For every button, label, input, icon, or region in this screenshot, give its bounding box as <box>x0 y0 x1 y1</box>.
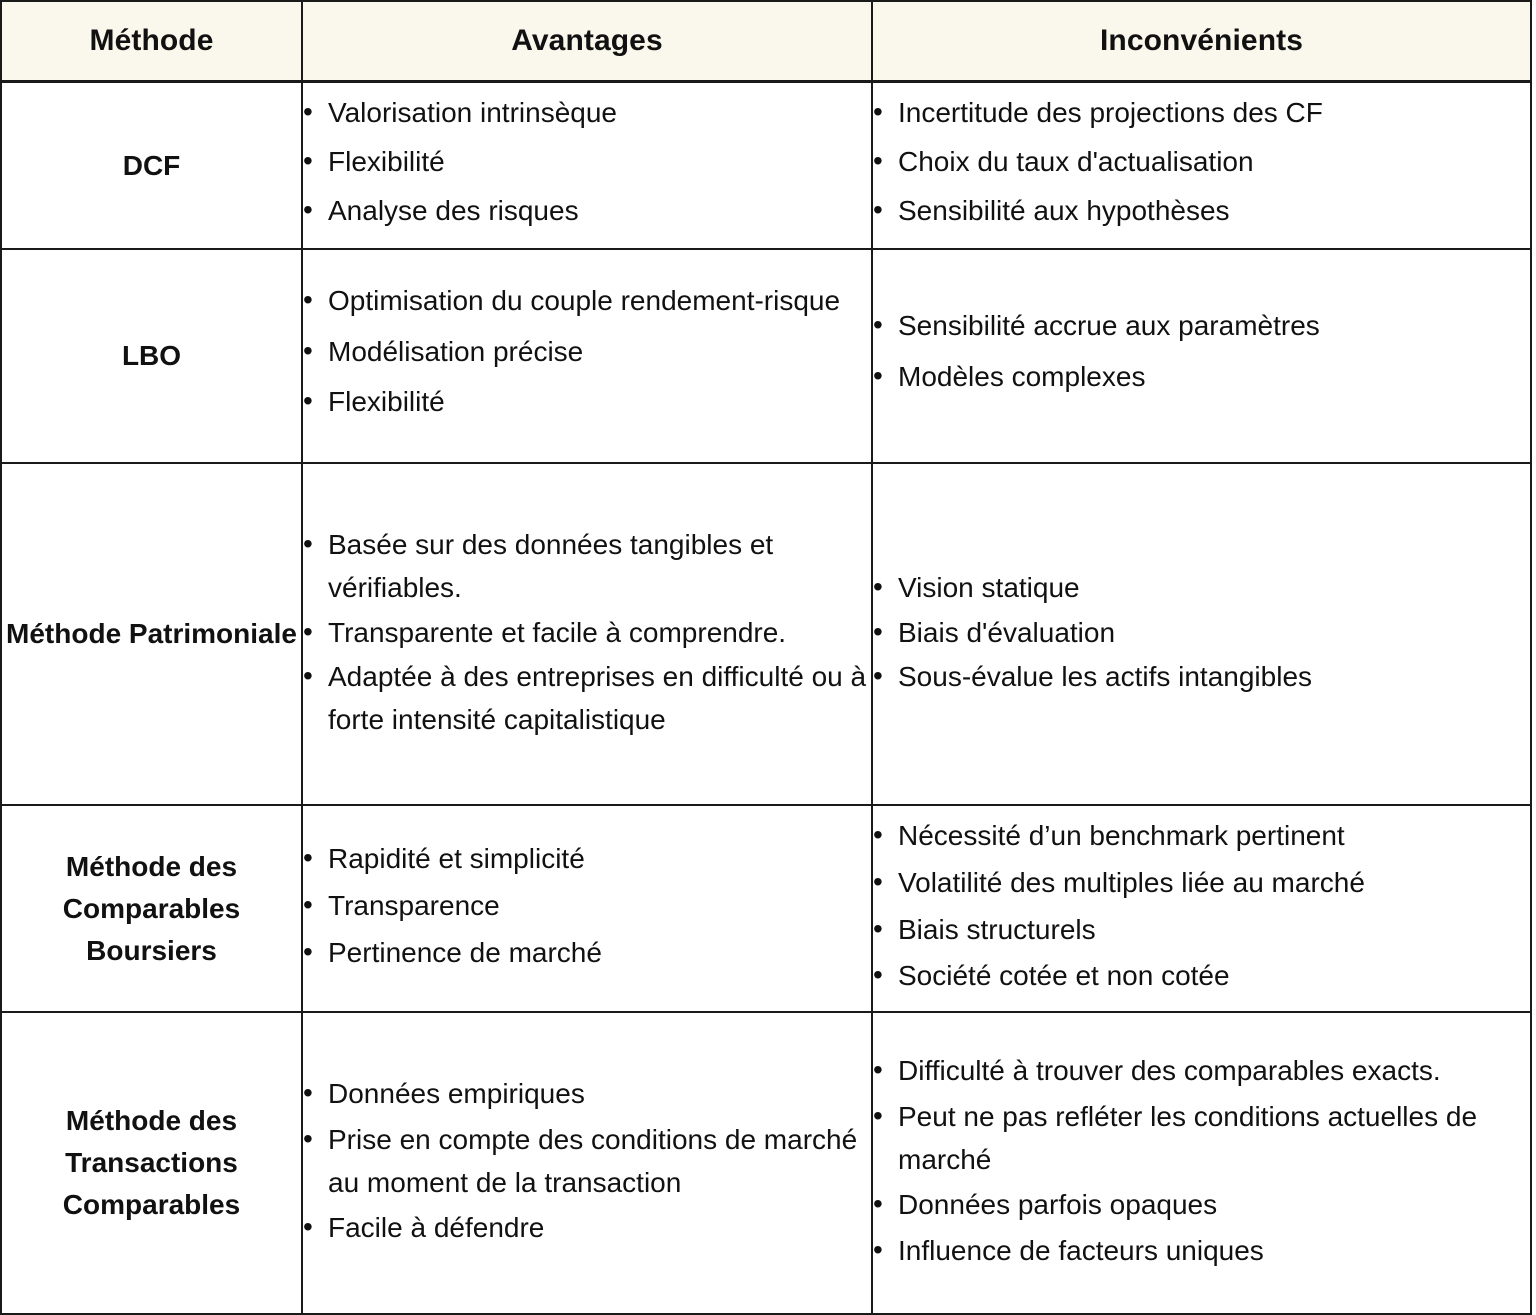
list-item: • Adaptée à des entreprises en difficulté ou à forte intensité capitalistique <box>303 656 871 742</box>
list-item: • Analyse des risques <box>303 190 871 233</box>
disadvantages-list <box>873 567 1530 699</box>
list-item: • Transparente et facile à comprendre. <box>303 612 871 655</box>
list-item: • Pertinence de marché <box>303 932 871 975</box>
advantages-cell <box>302 463 872 805</box>
list-item: • Sensibilité accrue aux paramètres <box>873 305 1530 348</box>
header-row <box>1 1 1531 82</box>
disadvantages-cell <box>872 1012 1531 1314</box>
advantages-list <box>303 1073 871 1250</box>
disadvantages-list <box>873 1050 1530 1273</box>
advantages-cell <box>302 1012 872 1314</box>
list-item: • Rapidité et simplicité <box>303 838 871 881</box>
list-item: • Vision statique <box>873 567 1530 610</box>
list-item: • Incertitude des projections des CF <box>873 92 1530 135</box>
disadvantages-cell <box>872 805 1531 1012</box>
advantages-list <box>303 838 871 974</box>
list-item: • Données empiriques <box>303 1073 871 1116</box>
advantages-cell <box>302 249 872 463</box>
list-item: • Flexibilité <box>303 381 871 424</box>
column-header-disadvantages: Inconvénients <box>872 1 1531 82</box>
disadvantages-cell <box>872 463 1531 805</box>
list-item: • Sensibilité aux hypothèses <box>873 190 1530 233</box>
method-name-cell: LBO <box>1 249 302 463</box>
table-row <box>1 805 1531 1012</box>
list-item: • Modèles complexes <box>873 356 1530 399</box>
advantages-list <box>303 524 871 742</box>
list-item: • Volatilité des multiples liée au marché <box>873 862 1530 905</box>
disadvantages-list <box>873 815 1530 998</box>
list-item: • Biais d'évaluation <box>873 612 1530 655</box>
method-name-cell: Méthode des Transactions Comparables <box>1 1012 302 1314</box>
disadvantages-list <box>873 305 1530 399</box>
list-item: • Peut ne pas refléter les conditions actuelles de marché <box>873 1096 1530 1182</box>
table-row <box>1 463 1531 805</box>
list-item: • Sous-évalue les actifs intangibles <box>873 656 1530 699</box>
list-item: • Influence de facteurs uniques <box>873 1230 1530 1273</box>
advantages-cell <box>302 82 872 250</box>
list-item: • Basée sur des données tangibles et vérifiables. <box>303 524 871 610</box>
column-header-advantages: Avantages <box>302 1 872 82</box>
list-item: • Flexibilité <box>303 141 871 184</box>
disadvantages-cell <box>872 82 1531 250</box>
disadvantages-list <box>873 92 1530 232</box>
list-item: • Données parfois opaques <box>873 1184 1530 1227</box>
method-name-cell: Méthode Patrimoniale <box>1 463 302 805</box>
disadvantages-cell <box>872 249 1531 463</box>
list-item: • Choix du taux d'actualisation <box>873 141 1530 184</box>
list-item: • Prise en compte des conditions de marché au moment de la transaction <box>303 1119 871 1205</box>
list-item: • Société cotée et non cotée <box>873 955 1530 998</box>
list-item: • Nécessité d’un benchmark pertinent <box>873 815 1530 858</box>
list-item: • Difficulté à trouver des comparables exacts. <box>873 1050 1530 1093</box>
list-item: • Biais structurels <box>873 909 1530 952</box>
table-header <box>1 1 1531 82</box>
list-item: • Modélisation précise <box>303 331 871 374</box>
list-item: • Facile à défendre <box>303 1207 871 1250</box>
table-row <box>1 82 1531 250</box>
list-item: • Optimisation du couple rendement-risque <box>303 280 871 323</box>
method-name-cell: DCF <box>1 82 302 250</box>
method-name-cell: Méthode des Comparables Boursiers <box>1 805 302 1012</box>
table-row <box>1 249 1531 463</box>
column-header-method: Méthode <box>1 1 302 82</box>
list-item: • Transparence <box>303 885 871 928</box>
table-row <box>1 1012 1531 1314</box>
list-item: • Valorisation intrinsèque <box>303 92 871 135</box>
advantages-list <box>303 92 871 232</box>
table-body <box>1 82 1531 1315</box>
advantages-cell <box>302 805 872 1012</box>
advantages-list <box>303 280 871 424</box>
